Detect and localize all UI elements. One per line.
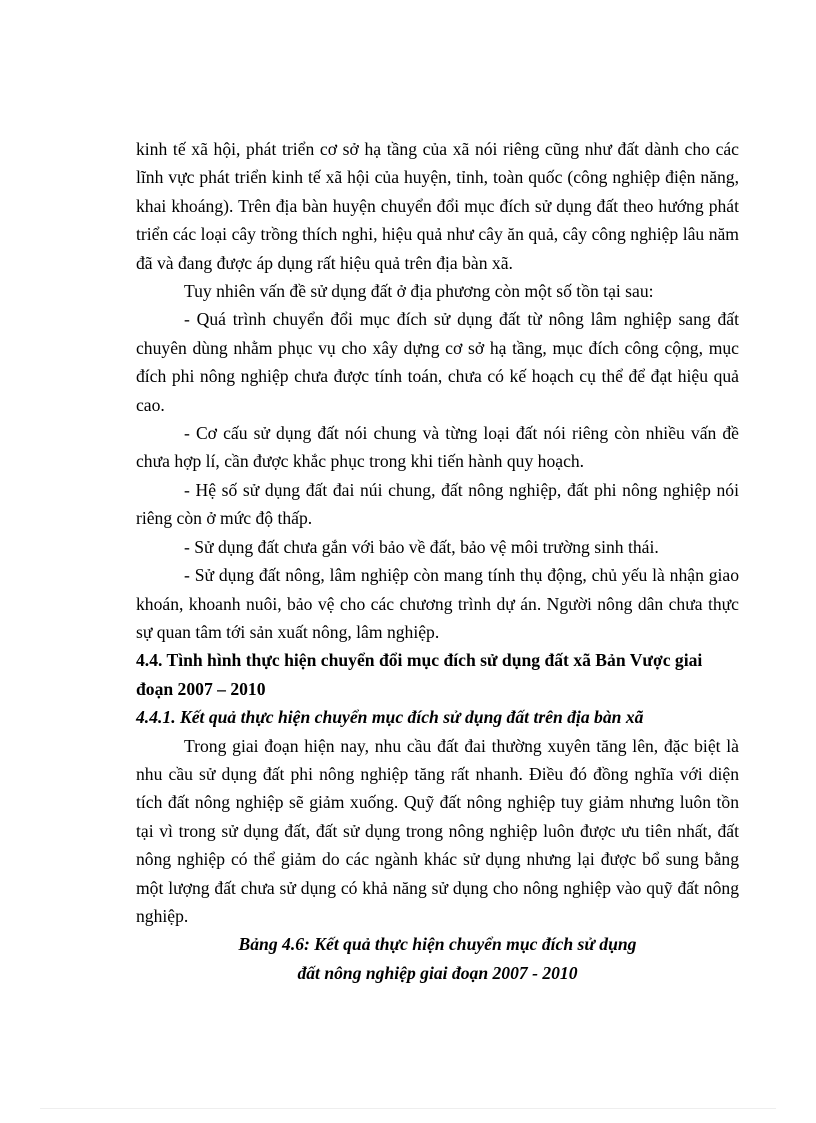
table-caption-line-1: Bảng 4.6: Kết quả thực hiện chuyển mục đích sử dụng: [238, 934, 637, 955]
bullet-land-use-coefficient: - Hệ số sử dụng đất đai núi chung, đất nông nghiệp, đất phi nông nghiệp nói riêng còn ở mức độ thấp.: [136, 479, 739, 529]
bullet-land-protection: - Sử dụng đất chưa gắn với bảo về đất, bảo vệ môi trường sinh thái.: [184, 536, 659, 557]
bullet-land-structure: - Cơ cấu sử dụng đất nói chung và từng loại đất nói riêng còn nhiều vấn đề chưa hợp lí, cần được khắc phục trong khi tiến hành quy hoạch.: [136, 423, 739, 472]
section-heading: 4.4. Tình hình thực hiện chuyển đổi mục đích sử dụng đất xã Bản Vược giai đoạn 2007 – 2010: [136, 650, 703, 699]
table-caption: [136, 930, 739, 987]
paragraph-land-demand: Trong giai đoạn hiện nay, nhu cầu đất đai thường xuyên tăng lên, đặc biệt là nhu cầu sử dụng đất phi nông nghiệp tăng rất nhanh. Điều đó đồng nghĩa với diện tích đất nông nghiệp sẽ giảm xuống. Quỹ đất nông nghiệp tuy giảm nhưng luôn tồn tại vì trong sử dụng đất, đất sử dụng trong nông nghiệp luôn được ưu tiên nhất, đất nông nghiệp có thể giảm do các ngành khác sử dụng nhưng lại được bổ sung bằng một lượng đất chưa sử dụng có khả năng sử dụng cho nông nghiệp vào quỹ đất nông nghiệp.: [136, 735, 739, 926]
bullet-passive-land-use: - Sử dụng đất nông, lâm nghiệp còn mang tính thụ động, chủ yếu là nhận giao khoán, khoanh nuôi, bảo vệ cho các chương trình dự án. Người nông dân chưa thực sự quan tâm tới sản xuất nông, lâm nghiệp.: [136, 565, 739, 642]
bullet-land-conversion: - Quá trình chuyển đổi mục đích sử dụng đất từ nông lâm nghiệp sang đất chuyên dùng nhằm phục vụ cho xây dựng cơ sở hạ tầng, mục đích công cộng, mục đích phi nông nghiệp chưa được tính toán, chưa có kế hoạch cụ thể để đạt hiệu quả cao.: [136, 309, 739, 415]
subsection-heading: 4.4.1. Kết quả thực hiện chuyển mục đích sử dụng đất trên địa bàn xã: [136, 707, 644, 728]
document-page: [136, 135, 739, 987]
page-bottom-border: [40, 1108, 776, 1109]
paragraph-problems-intro: Tuy nhiên vấn đề sử dụng đất ở địa phương còn một số tồn tại sau:: [184, 281, 654, 302]
table-caption-line-2: đất nông nghiệp giai đoạn 2007 - 2010: [297, 962, 578, 983]
paragraph-intro: kinh tế xã hội, phát triển cơ sở hạ tầng của xã nói riêng cũng như đất dành cho các lĩnh vực phát triển kinh tế xã hội của huyện, tỉnh, toàn quốc (công nghiệp điện năng, khai khoáng). Trên địa bàn huyện chuyển đổi mục đích sử dụng đất theo hướng phát triển các loại cây trồng thích nghi, hiệu quả như cây ăn quả, cây công nghiệp lâu năm đã và đang được áp dụng rất hiệu quả trên địa bàn xã.: [136, 139, 739, 273]
